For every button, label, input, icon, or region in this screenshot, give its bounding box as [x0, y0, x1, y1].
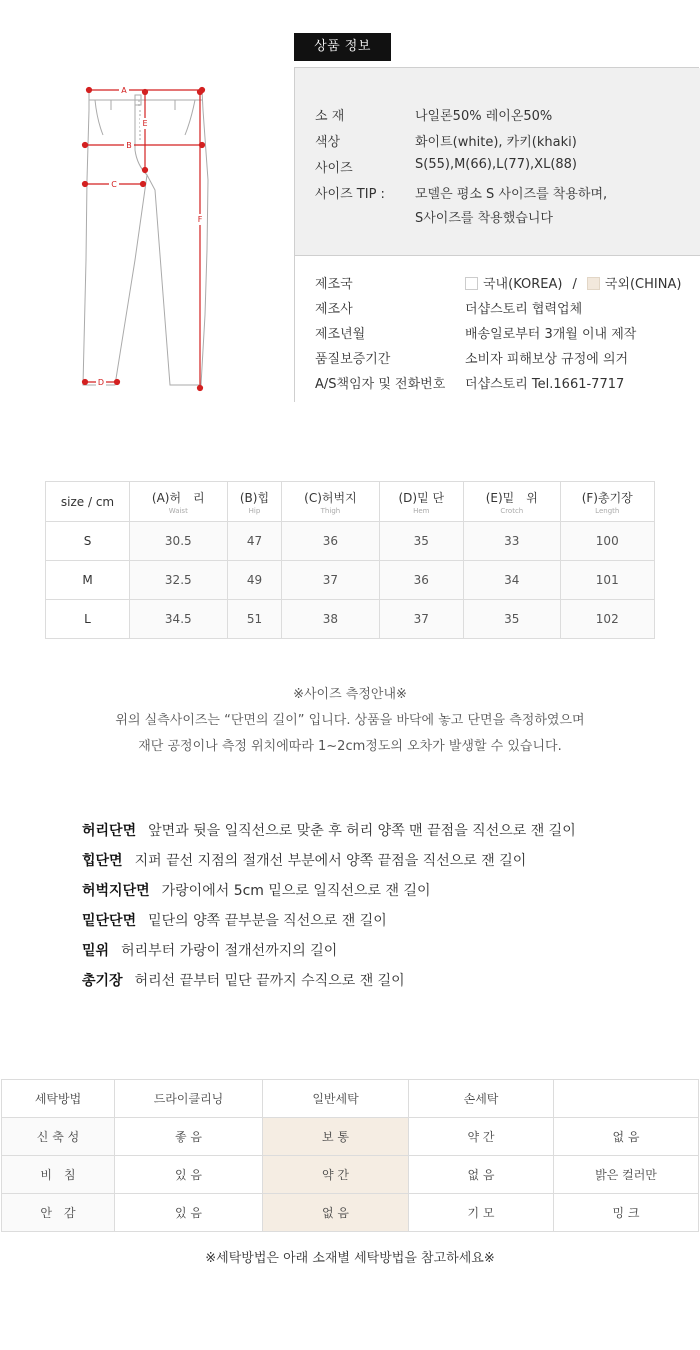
measurement-definitions [82, 820, 682, 1000]
as-contact-label: A/S책임자 및 전화번호 [315, 377, 446, 392]
wash-header-empty [554, 1080, 699, 1118]
size-col-sub: Crotch [500, 506, 524, 515]
size-row-label: L [46, 600, 130, 639]
size-cell: 37 [282, 561, 379, 600]
definition-term: 밑단단면 [82, 913, 137, 929]
color-value: 화이트(white), 카키(khaki) [415, 135, 577, 150]
wash-cell: 없 음 [409, 1156, 554, 1194]
size-col-label: (C)허벅지 [304, 490, 357, 505]
table-row [2, 1194, 699, 1232]
definition-desc: 허리부터 가랑이 절개선까지의 길이 [121, 943, 338, 959]
list-item [82, 880, 682, 910]
size-cell: 33 [464, 522, 560, 561]
list-item [82, 970, 682, 1000]
size-cell: 38 [282, 600, 379, 639]
size-cell: 34.5 [130, 600, 228, 639]
size-notice-line-1: 위의 실측사이즈는 “단면의 길이” 입니다. 상품을 바닥에 놓고 단면을 측정하였으며 [115, 713, 585, 728]
warranty-label: 품질보증기간 [315, 352, 391, 367]
size-col-hem [379, 482, 464, 522]
definition-desc: 앞면과 뒷을 일직선으로 맞춘 후 허리 양쪽 맨 끝점을 직선으로 잰 길이 [148, 823, 576, 839]
size-col-hip [227, 482, 282, 522]
definition-term: 허리단면 [82, 823, 137, 839]
size-col-label: (D)밑 단 [398, 490, 445, 505]
size-cell: 101 [560, 561, 655, 600]
size-col-length [560, 482, 655, 522]
product-info-spec-panel [295, 68, 700, 255]
wash-table [1, 1079, 699, 1232]
origin-china-checkbox-icon [587, 277, 600, 290]
size-col-label: (F)총기장 [581, 490, 633, 505]
definition-desc: 밑단의 양쪽 끝부분을 직선으로 잰 길이 [148, 913, 387, 929]
product-info-box [294, 67, 699, 402]
table-row [2, 1156, 699, 1194]
wash-cell: 있 음 [115, 1194, 263, 1232]
size-col-crotch [464, 482, 560, 522]
wash-row-label: 비 침 [2, 1156, 115, 1194]
size-cell: 34 [464, 561, 560, 600]
diagram-label-d: D [97, 378, 105, 387]
definition-term: 힙단면 [82, 853, 123, 869]
size-col-sub: Hem [413, 506, 430, 515]
list-item [82, 910, 682, 940]
size-cell: 37 [379, 600, 464, 639]
origin-korea-checkbox-icon [465, 277, 478, 290]
size-cell: 35 [464, 600, 560, 639]
table-row [2, 1118, 699, 1156]
wash-cell: 있 음 [115, 1156, 263, 1194]
size-col-sub: Length [595, 506, 620, 515]
size-cell: 30.5 [130, 522, 228, 561]
definition-term: 밑위 [82, 943, 110, 959]
size-col-thigh [282, 482, 379, 522]
size-table-header [46, 482, 655, 522]
size-cell: 35 [379, 522, 464, 561]
wash-cell: 보 통 [263, 1118, 409, 1156]
size-tip-value: 모델은 평소 S 사이즈를 착용하며, [415, 187, 608, 202]
size-col-label: (A)허 리 [151, 490, 205, 505]
product-info-tab: 상품 정보 [294, 33, 391, 61]
manufacture-date-label: 제조년월 [315, 327, 366, 342]
table-row [46, 600, 655, 639]
material-value: 나일론50% 레이온50% [415, 109, 553, 124]
size-table [45, 481, 655, 639]
definition-term: 허벅지단면 [82, 883, 150, 899]
definition-term: 총기장 [82, 973, 123, 989]
size-value: S(55),M(66),L(77),XL(88) [415, 157, 577, 172]
wash-header-normal: 일반세탁 [263, 1080, 409, 1118]
definition-desc: 허리선 끝부터 밑단 끝까지 수직으로 잰 길이 [134, 973, 405, 989]
size-notice [0, 682, 700, 760]
size-table-corner: size / cm [46, 482, 130, 522]
size-notice-title: ※사이즈 측정안내※ [293, 687, 407, 702]
size-cell: 100 [560, 522, 655, 561]
size-row-label: S [46, 522, 130, 561]
list-item [82, 850, 682, 880]
wash-header-dry-clean: 드라이클리닝 [115, 1080, 263, 1118]
wash-method-header: 세탁방법 [2, 1080, 115, 1118]
size-tip-value-2: S사이즈를 착용했습니다 [415, 211, 553, 226]
maker-value: 더샵스토리 협력업체 [465, 302, 583, 317]
wash-cell: 좋 음 [115, 1118, 263, 1156]
size-cell: 32.5 [130, 561, 228, 600]
warranty-value: 소비자 피해보상 규정에 의거 [465, 352, 629, 367]
pants-measurement-diagram [75, 80, 215, 400]
wash-cell: 없 음 [263, 1194, 409, 1232]
size-col-label: (B)힙 [239, 490, 270, 505]
size-cell: 47 [227, 522, 282, 561]
definition-desc: 지퍼 끝선 지점의 절개선 부분에서 양쪽 끝점을 직선으로 잰 길이 [134, 853, 527, 869]
origin-options [465, 273, 681, 292]
definition-desc: 가랑이에서 5cm 밑으로 일직선으로 잰 길이 [161, 883, 431, 899]
size-cell: 49 [227, 561, 282, 600]
wash-row-label: 신 축 성 [2, 1118, 115, 1156]
wash-table-header [2, 1080, 699, 1118]
wash-cell: 기 모 [409, 1194, 554, 1232]
wash-cell: 밍 크 [554, 1194, 699, 1232]
size-row-label: M [46, 561, 130, 600]
origin-korea-label: 국내(KOREA) [483, 277, 563, 292]
wash-cell: 없 음 [554, 1118, 699, 1156]
size-cell: 102 [560, 600, 655, 639]
origin-separator: / [572, 277, 577, 292]
table-row [46, 561, 655, 600]
as-contact-value: 더샵스토리 Tel.1661-7717 [465, 377, 625, 392]
size-cell: 36 [282, 522, 379, 561]
size-col-label: (E)밑 위 [485, 490, 538, 505]
diagram-label-a: A [121, 86, 127, 95]
wash-row-label: 안 감 [2, 1194, 115, 1232]
diagram-label-c: C [111, 180, 117, 189]
origin-china-label: 국외(CHINA) [604, 277, 682, 292]
wash-cell: 약 간 [409, 1118, 554, 1156]
size-col-sub: Thigh [320, 506, 341, 515]
manufacture-date-value: 배송일로부터 3개월 이내 제작 [465, 327, 637, 342]
size-label: 사이즈 [315, 161, 353, 176]
size-cell: 36 [379, 561, 464, 600]
origin-label: 제조국 [315, 277, 353, 292]
list-item [82, 940, 682, 970]
wash-header-hand: 손세탁 [409, 1080, 554, 1118]
size-col-sub: Waist [168, 506, 188, 515]
list-item [82, 820, 682, 850]
table-row [46, 522, 655, 561]
product-info-maker-panel [295, 255, 700, 402]
color-label: 색상 [315, 135, 341, 150]
diagram-label-e: E [142, 119, 148, 128]
size-cell: 51 [227, 600, 282, 639]
wash-note: ※세탁방법은 아래 소재별 세탁방법을 참고하세요※ [205, 1251, 495, 1266]
diagram-label-b: B [126, 141, 132, 150]
size-col-waist [130, 482, 228, 522]
wash-cell: 밝은 컬러만 [554, 1156, 699, 1194]
size-tip-label: 사이즈 TIP : [315, 187, 385, 202]
material-label: 소 재 [315, 109, 345, 124]
wash-cell: 약 간 [263, 1156, 409, 1194]
maker-label: 제조사 [315, 302, 353, 317]
size-notice-line-2: 재단 공정이나 측정 위치에따라 1~2cm정도의 오차가 발생할 수 있습니다. [138, 739, 562, 754]
size-col-sub: Hip [248, 506, 261, 515]
diagram-label-f: F [197, 215, 203, 224]
